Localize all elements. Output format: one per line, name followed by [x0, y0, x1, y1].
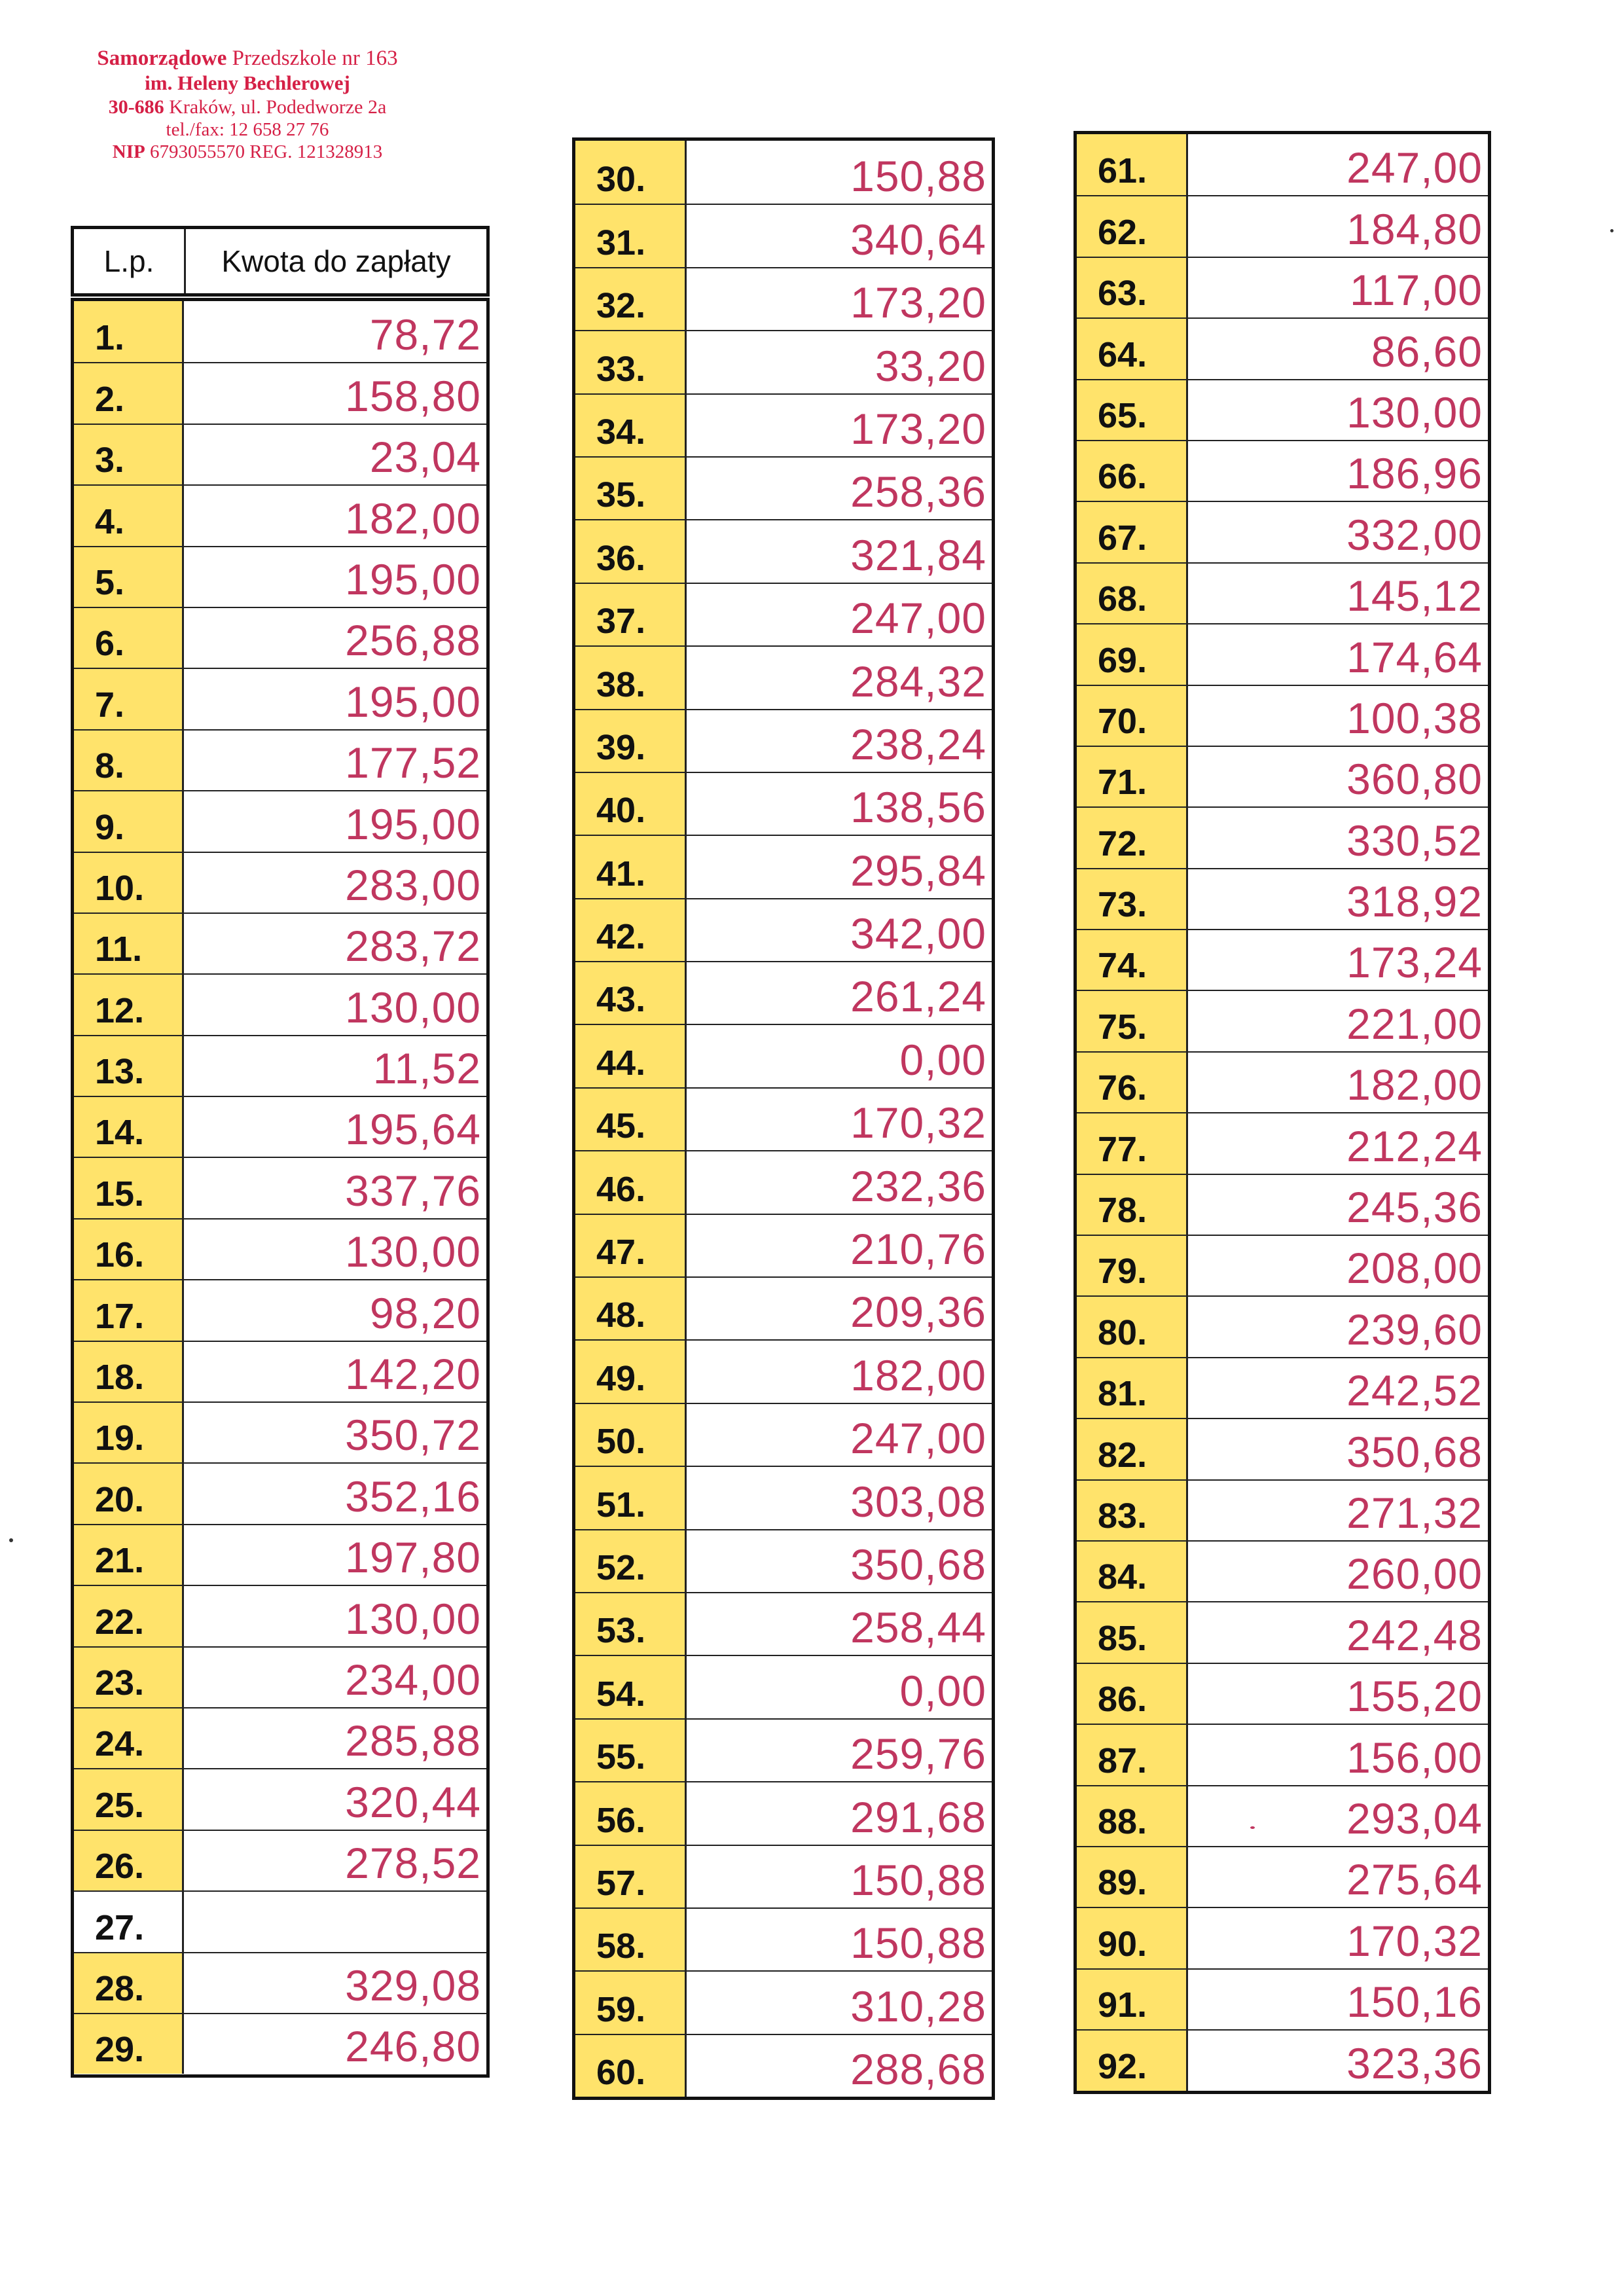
table-row [74, 1157, 486, 1218]
amount-due: 195,64 [345, 1105, 481, 1154]
row-number: 29. [74, 2014, 184, 2074]
amount-due: 98,20 [369, 1288, 481, 1337]
table-row [74, 1952, 486, 2013]
row-number: 39. [575, 710, 687, 772]
row-number: 67. [1077, 502, 1188, 562]
row-number: 7. [74, 669, 184, 729]
table-row [74, 1341, 486, 1401]
stamp-line-5-rest: 6793055570 REG. 121328913 [145, 141, 383, 163]
row-number: 80. [1077, 1297, 1188, 1356]
table-row [74, 607, 486, 668]
amount-due: 197,80 [345, 1533, 481, 1582]
row-number: 79. [1077, 1236, 1188, 1295]
table-row [74, 668, 486, 729]
amount-due: 288,68 [850, 2045, 986, 2094]
row-number: 48. [575, 1278, 687, 1339]
amount-due: 130,00 [345, 983, 481, 1032]
row-number: 33. [575, 331, 687, 393]
amount-due: 360,80 [1346, 755, 1483, 804]
table-row [74, 1218, 486, 1279]
table-row [1077, 1357, 1488, 1418]
amount-due: 283,00 [345, 860, 481, 909]
amount-due: 350,68 [1346, 1427, 1483, 1476]
row-number: 52. [575, 1530, 687, 1592]
amount-due: 246,80 [345, 2022, 481, 2071]
table-row [575, 1655, 992, 1718]
amount-due: 239,60 [1346, 1305, 1483, 1354]
amount-due: 238,24 [850, 719, 986, 768]
amount-due: 100,38 [1346, 693, 1483, 742]
table-row [74, 2013, 486, 2074]
table-row [74, 1279, 486, 1340]
table-row [575, 204, 992, 266]
amount-due: 0,00 [899, 1666, 986, 1715]
amount-due: 177,52 [345, 738, 481, 787]
table-row [575, 1907, 992, 1970]
table-row [74, 1707, 486, 1768]
amount-due: 329,08 [345, 1961, 481, 2010]
table-row [1077, 1479, 1488, 1540]
row-number: 3. [74, 425, 184, 484]
amount-due: 256,88 [345, 616, 481, 665]
table-row [74, 1462, 486, 1523]
row-number: 64. [1077, 319, 1188, 378]
amount-due: 332,00 [1346, 510, 1483, 559]
row-number: 43. [575, 962, 687, 1024]
amount-due: 173,24 [1346, 938, 1483, 987]
table-row [575, 330, 992, 393]
row-number: 87. [1077, 1725, 1188, 1784]
row-number: 86. [1077, 1664, 1188, 1724]
row-number: 13. [74, 1036, 184, 1096]
amount-due: 170,32 [850, 1098, 986, 1148]
table-row [575, 772, 992, 835]
row-number: 21. [74, 1525, 184, 1585]
amount-due: 33,20 [875, 341, 986, 390]
table-row [1077, 1601, 1488, 1662]
table-row [1077, 1418, 1488, 1479]
row-number: 85. [1077, 1602, 1188, 1662]
table-row [1077, 501, 1488, 562]
amount-due: 195,00 [345, 799, 481, 848]
stamp-line-1 [51, 46, 444, 71]
amount-due: 138,56 [850, 783, 986, 832]
table-row [575, 709, 992, 772]
table-row [575, 1718, 992, 1781]
table-row [74, 1096, 486, 1157]
row-number: 47. [575, 1215, 687, 1276]
table-row [1077, 1785, 1488, 1846]
amount-due: 303,08 [850, 1477, 986, 1526]
row-number: 78. [1077, 1175, 1188, 1235]
table-row [1077, 1235, 1488, 1295]
row-number: 75. [1077, 991, 1188, 1051]
row-number: 10. [74, 853, 184, 913]
row-number: 20. [74, 1464, 184, 1523]
row-number: 4. [74, 486, 184, 545]
table-row [575, 456, 992, 519]
table-row [575, 961, 992, 1024]
amount-due: 340,64 [850, 215, 986, 264]
scan-speck [1610, 229, 1614, 232]
amount-due: 337,76 [345, 1166, 481, 1215]
row-number: 65. [1077, 380, 1188, 440]
row-number: 55. [575, 1720, 687, 1781]
amount-due: 310,28 [850, 1981, 986, 2031]
amount-due: 318,92 [1346, 877, 1483, 926]
table-row [575, 1276, 992, 1339]
amount-due: 342,00 [850, 909, 986, 958]
amount-due: 323,36 [1346, 2038, 1483, 2087]
row-number: 88. [1077, 1786, 1188, 1846]
table-row [74, 852, 486, 913]
amount-due: 173,20 [850, 404, 986, 453]
amount-due: 275,64 [1346, 1855, 1483, 1904]
amount-due: 150,88 [850, 152, 986, 201]
table-row [575, 645, 992, 708]
table-row [1077, 1295, 1488, 1356]
table-header [71, 226, 490, 297]
table-row [575, 898, 992, 961]
table-row [1077, 257, 1488, 317]
row-number: 36. [575, 520, 687, 582]
table-row [1077, 1663, 1488, 1724]
amount-due: 247,00 [850, 1414, 986, 1463]
amount-due: 23,04 [369, 433, 481, 482]
stamp-line-3-bold: 30-686 [108, 96, 164, 118]
row-number: 70. [1077, 686, 1188, 746]
amount-due: 350,68 [850, 1540, 986, 1589]
table-row [1077, 990, 1488, 1051]
row-number: 5. [74, 547, 184, 607]
row-number: 9. [74, 791, 184, 851]
amount-due: 320,44 [345, 1777, 481, 1826]
row-number: 58. [575, 1909, 687, 1970]
table-row [575, 1024, 992, 1087]
amount-due: 145,12 [1346, 571, 1483, 621]
table-row [1077, 134, 1488, 195]
amount-due: 195,00 [345, 677, 481, 726]
row-number: 16. [74, 1220, 184, 1279]
amount-due: 210,76 [850, 1225, 986, 1274]
table-row [74, 1890, 486, 1951]
row-number: 49. [575, 1341, 687, 1402]
header-amount: Kwota do zapłaty [221, 244, 451, 278]
amount-due: 142,20 [345, 1350, 481, 1399]
table-row [575, 1403, 992, 1466]
amount-due: 156,00 [1346, 1733, 1483, 1782]
amount-due: 259,76 [850, 1729, 986, 1779]
amount-due: 0,00 [899, 1035, 986, 1084]
table-row [575, 1087, 992, 1150]
amount-due: 11,52 [372, 1044, 481, 1093]
row-number: 17. [74, 1280, 184, 1340]
scan-speck [9, 1538, 13, 1542]
amount-due: 173,20 [850, 278, 986, 327]
row-number: 84. [1077, 1542, 1188, 1601]
row-number: 56. [575, 1782, 687, 1844]
row-number: 89. [1077, 1847, 1188, 1907]
row-number: 15. [74, 1158, 184, 1218]
table-row [575, 583, 992, 645]
stamp-line-5 [51, 141, 444, 163]
table-row [74, 1768, 486, 1829]
amount-due: 182,00 [1346, 1060, 1483, 1110]
table-row [1077, 1112, 1488, 1173]
amount-due: 261,24 [850, 972, 986, 1021]
row-number: 11. [74, 914, 184, 973]
row-number: 24. [74, 1708, 184, 1768]
table-row [74, 1524, 486, 1585]
row-number: 60. [575, 2035, 687, 2097]
amount-due: 117,00 [1350, 266, 1483, 315]
table-row [74, 362, 486, 423]
row-number: 23. [74, 1648, 184, 1707]
header-lp: L.p. [74, 229, 186, 293]
table-row [74, 790, 486, 851]
row-number: 6. [74, 608, 184, 668]
row-number: 26. [74, 1831, 184, 1890]
amount-due: 150,88 [850, 1919, 986, 1968]
scan-speck [1250, 1826, 1255, 1829]
row-number: 68. [1077, 564, 1188, 623]
table-row [1077, 1174, 1488, 1235]
row-number: 44. [575, 1025, 687, 1087]
stamp-line-4: tel./fax: 12 658 27 76 [166, 118, 329, 140]
amount-due: 245,36 [1346, 1183, 1483, 1232]
table-row [575, 835, 992, 897]
amount-due: 155,20 [1346, 1672, 1483, 1721]
amount-due: 283,72 [345, 922, 481, 971]
amount-due: 247,00 [1346, 143, 1483, 192]
amount-due: 208,00 [1346, 1244, 1483, 1293]
amount-due: 260,00 [1346, 1549, 1483, 1599]
row-number: 40. [575, 773, 687, 835]
table-row [74, 484, 486, 545]
row-number: 46. [575, 1151, 687, 1213]
row-number: 71. [1077, 747, 1188, 806]
table-row [1077, 806, 1488, 867]
row-number: 81. [1077, 1358, 1188, 1418]
table-row [74, 1830, 486, 1890]
table-row [74, 301, 486, 362]
table-row [1077, 1846, 1488, 1907]
amount-due: 234,00 [345, 1655, 481, 1704]
table-row [1077, 929, 1488, 990]
table-row [1077, 1051, 1488, 1112]
row-number: 50. [575, 1404, 687, 1466]
amount-due: 195,00 [345, 554, 481, 604]
row-number: 8. [74, 731, 184, 790]
row-number: 66. [1077, 441, 1188, 501]
row-number: 92. [1077, 2031, 1188, 2090]
row-number: 35. [575, 458, 687, 519]
table-row [1077, 1968, 1488, 2029]
table-row [74, 973, 486, 1034]
table-row [1077, 685, 1488, 746]
row-number: 83. [1077, 1481, 1188, 1540]
amount-due: 242,52 [1346, 1366, 1483, 1415]
table-row [1077, 440, 1488, 501]
amount-due: 242,48 [1346, 1610, 1483, 1659]
row-number: 76. [1077, 1053, 1188, 1112]
amount-due: 150,88 [850, 1855, 986, 1904]
amount-due: 271,32 [1346, 1488, 1483, 1537]
row-number: 90. [1077, 1908, 1188, 1968]
table-row [1077, 1907, 1488, 1968]
amount-due: 130,00 [345, 1227, 481, 1276]
amount-due: 258,36 [850, 467, 986, 516]
row-number: 69. [1077, 624, 1188, 684]
stamp-line-3 [51, 96, 444, 118]
row-number: 18. [74, 1342, 184, 1401]
stamp-line-1-bold: Samorządowe [97, 46, 227, 70]
row-number: 74. [1077, 930, 1188, 990]
row-number: 25. [74, 1769, 184, 1829]
table-row [575, 393, 992, 456]
row-number: 42. [575, 899, 687, 961]
amount-due: 295,84 [850, 846, 986, 895]
stamp-line-5-bold: NIP [112, 141, 145, 163]
payment-column-3 [1074, 131, 1491, 2094]
amount-due: 321,84 [850, 530, 986, 579]
table-row [74, 913, 486, 973]
row-number: 82. [1077, 1419, 1188, 1479]
amount-due: 221,00 [1346, 999, 1483, 1048]
row-number: 53. [575, 1593, 687, 1655]
row-number: 45. [575, 1089, 687, 1150]
row-number: 30. [575, 141, 687, 204]
row-number: 37. [575, 584, 687, 645]
amount-due: 247,00 [850, 594, 986, 643]
row-number: 32. [575, 268, 687, 330]
table-row [74, 1035, 486, 1096]
table-row [1077, 623, 1488, 684]
amount-due: 130,00 [345, 1594, 481, 1643]
amount-due: 158,80 [345, 371, 481, 420]
table-row [74, 1401, 486, 1462]
row-number: 41. [575, 836, 687, 897]
stamp-line-1-rest: Przedszkole nr 163 [226, 46, 398, 70]
amount-due: 184,80 [1346, 204, 1483, 253]
table-row [1077, 317, 1488, 378]
table-row [575, 267, 992, 330]
row-number: 73. [1077, 869, 1188, 929]
row-number: 14. [74, 1097, 184, 1157]
row-number: 77. [1077, 1113, 1188, 1173]
payment-column-2 [572, 137, 995, 2100]
table-row [74, 1585, 486, 1646]
row-number: 12. [74, 975, 184, 1034]
table-row [1077, 868, 1488, 929]
amount-due: 284,32 [850, 657, 986, 706]
table-row [74, 424, 486, 484]
table-row [1077, 2029, 1488, 2090]
table-row [1077, 379, 1488, 440]
row-number: 63. [1077, 258, 1188, 317]
table-row [1077, 562, 1488, 623]
institution-stamp [51, 46, 444, 163]
row-number: 62. [1077, 196, 1188, 256]
table-row [575, 1592, 992, 1655]
amount-due: 170,32 [1346, 1916, 1483, 1965]
amount-due: 293,04 [1346, 1794, 1483, 1843]
amount-due: 182,00 [850, 1350, 986, 1400]
amount-due: 232,36 [850, 1161, 986, 1210]
table-row [575, 1970, 992, 2033]
row-number: 91. [1077, 1970, 1188, 2029]
row-number: 38. [575, 647, 687, 708]
table-row [1077, 1540, 1488, 1601]
row-number: 2. [74, 363, 184, 423]
amount-due: 130,00 [1346, 388, 1483, 437]
row-number: 61. [1077, 134, 1188, 195]
amount-due: 278,52 [345, 1839, 481, 1888]
row-number: 57. [575, 1846, 687, 1907]
table-row [575, 1466, 992, 1528]
row-number: 31. [575, 205, 687, 266]
row-number: 1. [74, 301, 184, 362]
amount-due: 209,36 [850, 1288, 986, 1337]
row-number: 51. [575, 1467, 687, 1528]
amount-due: 330,52 [1346, 816, 1483, 865]
row-number: 28. [74, 1953, 184, 2013]
row-number: 27. [74, 1892, 184, 1951]
amount-due: 182,00 [345, 494, 481, 543]
amount-due: 78,72 [369, 310, 481, 359]
amount-due: 212,24 [1346, 1121, 1483, 1170]
amount-due: 86,60 [1371, 327, 1483, 376]
table-row [74, 546, 486, 607]
stamp-line-2: im. Heleny Bechlerowej [145, 71, 350, 94]
row-number: 19. [74, 1403, 184, 1462]
table-row [575, 1150, 992, 1213]
table-row [575, 1781, 992, 1844]
amount-due: 352,16 [345, 1472, 481, 1521]
table-row [74, 729, 486, 790]
table-row [575, 1529, 992, 1592]
table-row [575, 2034, 992, 2097]
amount-due: 186,96 [1346, 449, 1483, 498]
table-row [575, 1339, 992, 1402]
table-row [74, 1646, 486, 1707]
amount-due: 350,72 [345, 1411, 481, 1460]
amount-due: 285,88 [345, 1716, 481, 1765]
table-row [575, 519, 992, 582]
stamp-line-3-rest: Kraków, ul. Podedworze 2a [164, 96, 387, 118]
row-number: 54. [575, 1656, 687, 1718]
row-number: 22. [74, 1586, 184, 1646]
table-row [1077, 195, 1488, 256]
payment-column-1 [71, 298, 490, 2078]
row-number: 59. [575, 1972, 687, 2033]
amount-due: 150,16 [1346, 1978, 1483, 2027]
table-row [575, 1845, 992, 1907]
row-number: 34. [575, 395, 687, 456]
table-row [1077, 1724, 1488, 1784]
amount-due: 174,64 [1346, 632, 1483, 681]
amount-due: 291,68 [850, 1792, 986, 1841]
table-row [575, 1214, 992, 1276]
row-number: 72. [1077, 808, 1188, 867]
table-row [575, 141, 992, 204]
amount-due [184, 1892, 486, 1951]
table-row [1077, 746, 1488, 806]
amount-due: 258,44 [850, 1603, 986, 1652]
